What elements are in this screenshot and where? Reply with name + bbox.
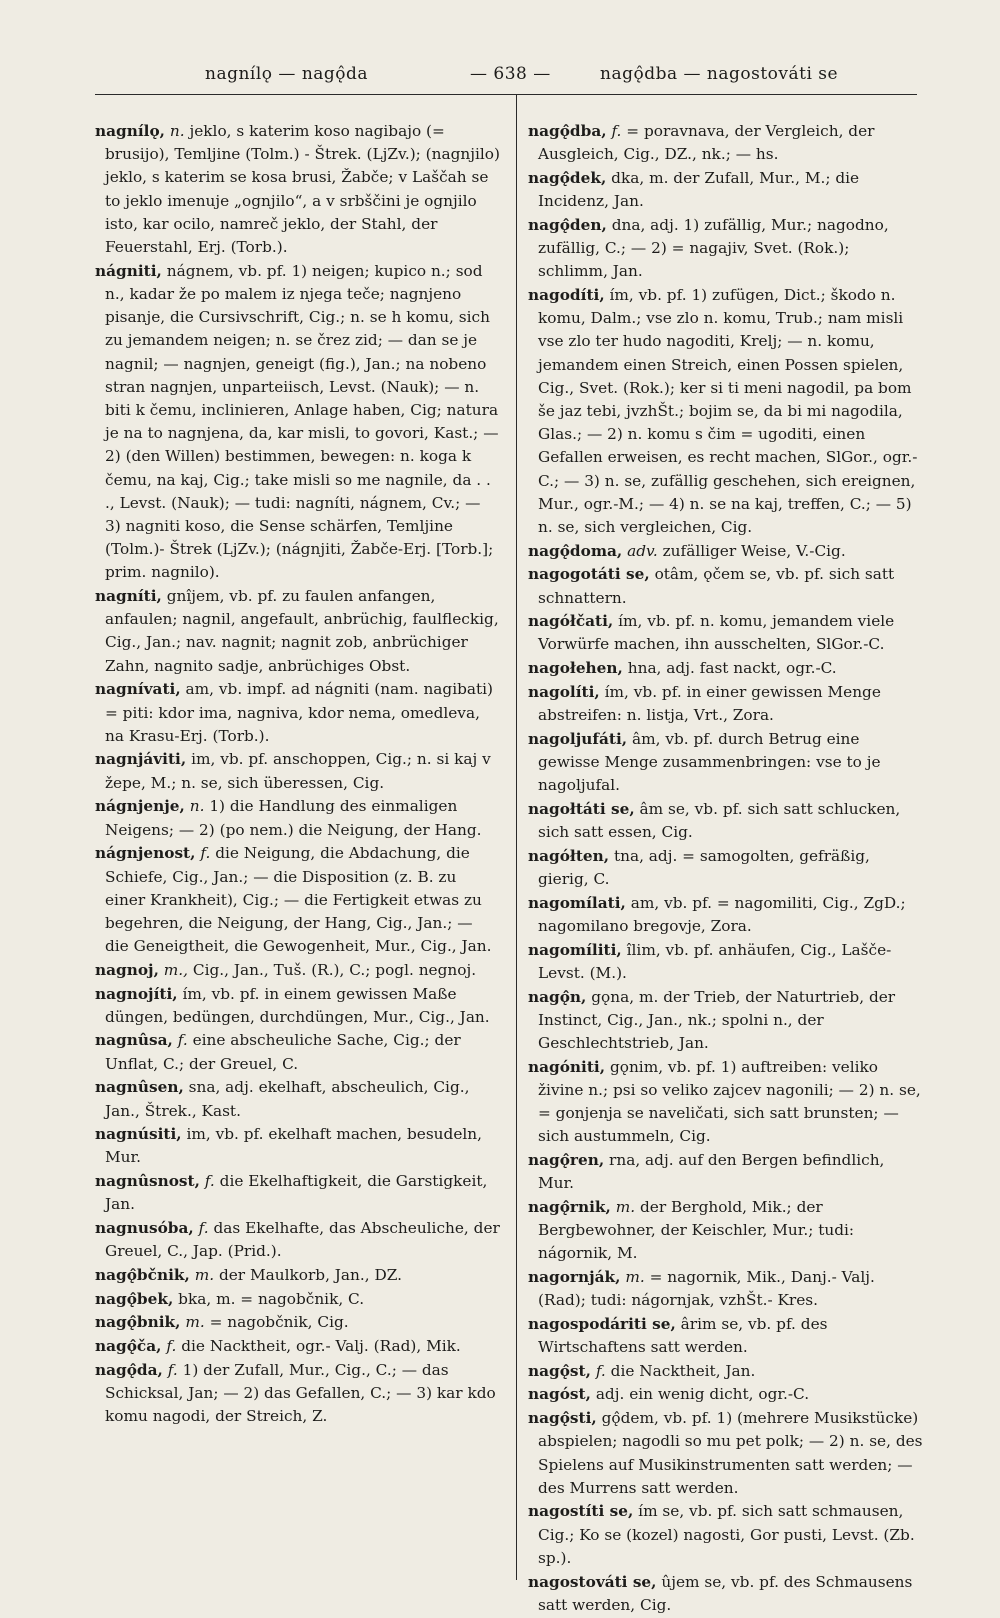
entry-definition: tna, adj. = samogolten, gefräßig, gierig, C.: [538, 846, 870, 888]
entry-headword: nágnjenost,: [95, 844, 196, 863]
dictionary-entry: [528, 1383, 924, 1406]
entry-definition: ím, vb. pf. in einer gewissen Menge abstreifen: n. listja, Vrt., Zora.: [538, 682, 881, 725]
entry-definition: gǫ̂dem, vb. pf. 1) (mehrere Musikstücke) abspielen; nagodli so mu pet polk; — 2) n. se, des Spielens auf Musikinstrumenten satt werden; — des Murrens satt werden.: [538, 1409, 923, 1497]
entry-definition: 1) die Handlung des einmaligen Neigens; — 2) (po nem.) die Neigung, der Hang.: [105, 797, 482, 839]
entry-headword: nagostíti se,: [528, 1502, 634, 1521]
entry-headword: nágnjenje,: [95, 797, 185, 816]
dictionary-entry: [95, 1217, 501, 1263]
dictionary-entry: [528, 120, 924, 166]
dictionary-entry: [95, 1029, 501, 1075]
dictionary-entry: [95, 585, 501, 678]
dictionary-entry: [95, 795, 501, 841]
dictionary-entry: [528, 214, 924, 284]
entry-definition: am, vb. impf. ad nágniti (nam. nagibati) = piti: kdor ima, nagniva, kdor nema, omedleva, na Krasu-Erj. (Torb.).: [105, 680, 494, 745]
entry-definition: im, vb. pf. ekelhaft machen, besudeln, Mur.: [105, 1125, 482, 1167]
running-header: [95, 54, 915, 94]
entry-grammar: f.: [198, 1219, 209, 1238]
dictionary-entry: [528, 540, 924, 563]
entry-definition: dna, adj. 1) zufällig, Mur.; nagodno, zufällig, C.; — 2) = nagajiv, Svet. (Rok.); schlimm, Jan.: [538, 215, 889, 281]
entry-headword: nagnûsa,: [95, 1031, 173, 1050]
entry-grammar: adv.: [627, 541, 658, 560]
entry-headword: nagǫ̂bek,: [95, 1289, 174, 1308]
dictionary-entry: [95, 1288, 501, 1311]
dictionary-entry: [95, 678, 501, 748]
dictionary-entry: [528, 563, 924, 609]
dictionary-entry: [95, 260, 501, 585]
dictionary-entry: [528, 610, 924, 656]
entry-definition: Cig., Jan., Tuš. (R.), C.; pogl. negnoj.: [192, 960, 477, 979]
dictionary-entry: [528, 845, 924, 891]
dictionary-entry: [95, 983, 501, 1029]
dictionary-entry: [528, 284, 924, 539]
entry-definition: ârim se, vb. pf. des Wirtschaftens satt werden.: [538, 1314, 828, 1357]
entry-definition: die Nacktheit, Jan.: [610, 1361, 756, 1380]
header-right-guide: nagǫ̂dba — nagostováti se: [600, 64, 839, 84]
entry-headword: nagostováti se,: [528, 1572, 657, 1591]
entry-headword: nagǫ̂bnik,: [95, 1313, 181, 1332]
entry-definition: bka, m. = nagobčnik, C.: [178, 1289, 365, 1308]
entry-definition: = nagobčnik, Cig.: [209, 1313, 349, 1332]
entry-headword: nagnûsen,: [95, 1078, 184, 1097]
entry-definition: am, vb. pf. = nagomiliti, Cig., ZgD.; nagomilano bregovje, Zora.: [538, 893, 906, 935]
entry-definition: 1) der Zufall, Mur., Cig., C.; — das Schicksal, Jan; — 2) das Gefallen, C.; — 3) kar kdo komu nagodi, der Streich, Z.: [105, 1360, 496, 1426]
left-column: [95, 120, 501, 1429]
dictionary-entry: [528, 892, 924, 938]
entry-headword: nagolíti,: [528, 682, 600, 701]
entry-headword: nagogotáti se,: [528, 565, 650, 584]
dictionary-entry: [95, 1335, 501, 1358]
entry-definition: îlim, vb. pf. anhäufen, Cig., Lašče- Levst. (M.).: [538, 940, 892, 982]
entry-definition: otâm, ǫčem se, vb. pf. sich satt schnattern.: [538, 565, 895, 607]
entry-headword: nagǫ̂dba,: [528, 122, 607, 140]
entry-headword: nagníti,: [95, 587, 162, 606]
entry-definition: = poravnava, der Vergleich, der Ausgleich, Cig., DZ., nk.; — hs.: [538, 122, 875, 164]
header-rule: [95, 94, 917, 95]
entry-definition: âm, vb. pf. durch Betrug eine gewisse Menge zusammenbringen: vse to je nagoljufal.: [538, 729, 881, 795]
entry-definition: ím se, vb. pf. sich satt schmausen, Cig.; Ko se (kozel) nagosti, Gor pusti, Levst. (Zb. sp.).: [538, 1502, 915, 1567]
entry-definition: im, vb. pf. anschoppen, Cig.; n. si kaj v žepe, M.; n. se, sich überessen, Cig.: [105, 750, 491, 792]
entry-headword: nagǫ̂da,: [95, 1360, 163, 1379]
entry-definition: ím, vb. pf. n. komu, jemandem viele Vorwürfe machen, ihn ausschelten, SlGor.-C.: [538, 612, 895, 654]
entry-definition: dka, m. der Zufall, Mur., M.; die Incidenz, Jan.: [538, 168, 860, 211]
dictionary-entry: [95, 120, 501, 259]
entry-headword: nagǫ̂dek,: [528, 168, 607, 187]
entry-headword: nagǫ̂ča,: [95, 1337, 162, 1356]
entry-headword: nagornják,: [528, 1267, 621, 1286]
dictionary-entry: [528, 681, 924, 727]
entry-grammar: f.: [595, 1361, 606, 1380]
entry-grammar: m.: [194, 1265, 215, 1284]
entry-headword: nagǫ̂ren,: [528, 1150, 605, 1169]
entry-definition: die Ekelhaftigkeit, die Garstigkeit, Jan.: [105, 1172, 488, 1214]
entry-headword: nagomílati,: [528, 893, 626, 912]
entry-headword: nagospodáriti se,: [528, 1314, 676, 1333]
dictionary-entry: [95, 1359, 501, 1429]
entry-definition: hna, adj. fast nackt, ogr.-C.: [627, 659, 837, 678]
column-divider: [516, 95, 517, 1580]
dictionary-entry: [95, 748, 501, 794]
entry-headword: nagnívati,: [95, 680, 181, 699]
dictionary-entry: [528, 1360, 924, 1383]
entry-headword: nagomíliti,: [528, 940, 622, 959]
right-column: [528, 120, 924, 1618]
entry-headword: nagóniti,: [528, 1057, 606, 1076]
entry-headword: nagołtáti se,: [528, 799, 635, 818]
entry-definition: nágnem, vb. pf. 1) neigen; kupico n.; sod n., kadar že po malem iz njega teče; nagnjeno pisanje, die Cursivschrift, Cig.; n. se h komu, sich zu jemandem neigen; n. se črez zid; — dan se je nagnil; — nagnjen, geneigt (fig.), Jan.; na nobeno stran nagnjen, unparteiisch, Levst. (Nauk); — n. biti k čemu, inclinieren, Anlage haben, Cig; natura je na to nagnjena, da, kar misli, to govori, Kast.; — 2) (den Willen) bestimmen, bewegen: n. koga k čemu, na kaj, Cig.; take misli so me nagnile, da . . ., Levst. (Nauk); — tudi: nagníti, nágnem, Cv.; — 3) nagniti koso, die Sense schärfen, Temljine (Tolm.)- Štrek (LjZv.); (nágnjiti, Žabče-Erj. [Torb.]; prim. nagnilo).: [105, 261, 499, 582]
entry-headword: nagnúsiti,: [95, 1125, 182, 1144]
entry-grammar: n.: [189, 797, 205, 816]
dictionary-entry: [528, 1500, 924, 1570]
entry-headword: nagóst,: [528, 1385, 591, 1404]
dictionary-entry: [528, 657, 924, 680]
entry-definition: ûjem se, vb. pf. des Schmausens satt werden, Cig.: [538, 1572, 913, 1614]
entry-definition: das Ekelhafte, das Abscheuliche, der Greuel, C., Jap. (Prid.).: [105, 1219, 500, 1261]
entry-grammar: m.,: [163, 960, 189, 979]
entry-definition: gǫnim, vb. pf. 1) auftreiben: veliko živine n.; psi so veliko zajcev nagonili; — 2) n. se, = gonjenja se naveličati, sich satt brunsten; — sich austummeln, Cig.: [538, 1057, 921, 1146]
dictionary-entry: [95, 1311, 501, 1334]
dictionary-entry: [95, 1170, 501, 1216]
dictionary-entry: [528, 1571, 924, 1617]
entry-definition: ím, vb. pf. 1) zufügen, Dict.; škodo n. komu, Dalm.; vse zlo n. komu, Trub.; nam misli vse zlo ter hudo nagoditi, Krelj; — n. komu, jemandem einen Streich, einen Possen spielen, Cig., Svet. (Rok.); ker si ti meni nagodil, pa bom še jaz tebi, jvzhŠt.; bojim se, da bi mi nagodila, Glas.; — 2) n. komu s čim = ugoditi, einen Gefallen erweisen, es recht machen, SlGor., ogr.-C.; — 3) n. se, zufällig geschehen, sich ereignen, Mur., ogr.-M.; — 4) n. se na kaj, treffen, C.; — 5) n. se, sich vergleichen, Cig.: [538, 285, 918, 536]
entry-definition: jeklo, s katerim koso nagibajo (= brusijo), Temljine (Tolm.) - Štrek. (LjZv.); (nagnjilo) jeklo, s katerim se kosa brusi, Žabče; v Laščah se to jeklo imenuje „ognjilo“, a v srbščini je ognjilo isto, kar ocilo, namreč jeklo, der Stahl, der Feuerstahl, Erj. (Torb.).: [105, 122, 500, 257]
entry-definition: der Berghold, Mik.; der Bergbewohner, der Keischler, Mur.; tudi: nágornik, M.: [538, 1197, 855, 1263]
dictionary-entry: [528, 1313, 924, 1359]
entry-grammar: f.: [177, 1031, 188, 1050]
dictionary-entry: [528, 1196, 924, 1266]
entry-headword: nagǫ̂n,: [528, 987, 587, 1006]
dictionary-entry: [528, 939, 924, 985]
entry-definition: adj. ein wenig dicht, ogr.-C.: [595, 1385, 810, 1404]
entry-headword: nagǫ̂den,: [528, 215, 607, 234]
dictionary-entry: [528, 1407, 924, 1500]
entry-headword: nagǫ̂st,: [528, 1361, 591, 1380]
dictionary-entry: [528, 1056, 924, 1149]
entry-grammar: f.: [167, 1360, 178, 1379]
entry-definition: ím, vb. pf. in einem gewissen Maße düngen, bedüngen, durchdüngen, Mur., Cig., Jan.: [105, 984, 490, 1026]
entry-headword: nagoljufáti,: [528, 729, 628, 748]
header-left-guide: nagnílǫ — nagǫ̂da: [205, 64, 369, 84]
entry-headword: nagodíti,: [528, 285, 605, 304]
entry-definition: gǫna, m. der Trieb, der Naturtrieb, der Instinct, Cig., Jan., nk.; spolni n., der Geschlechtstrieb, Jan.: [538, 987, 896, 1052]
entry-grammar: f.: [166, 1337, 177, 1356]
entry-headword: nagnojíti,: [95, 984, 178, 1003]
entry-headword: nagnoj,: [95, 960, 159, 979]
entry-definition: rna, adj. auf den Bergen befindlich, Mur.: [538, 1150, 885, 1193]
dictionary-entry: [528, 1266, 924, 1312]
dictionary-entry: [528, 986, 924, 1056]
entry-headword: nagnjáviti,: [95, 750, 187, 769]
entry-definition: zufälliger Weise, V.-Cig.: [662, 541, 846, 560]
entry-definition: âm se, vb. pf. sich satt schlucken, sich satt essen, Cig.: [538, 799, 901, 842]
dictionary-entry: [95, 1123, 501, 1169]
entry-headword: nagǫ̂bčnik,: [95, 1265, 190, 1284]
dictionary-entry: [528, 167, 924, 213]
entry-headword: nagnusóba,: [95, 1219, 194, 1238]
entry-definition: sna, adj. ekelhaft, abscheulich, Cig., Jan., Štrek., Kast.: [105, 1078, 470, 1120]
dictionary-entry: [528, 728, 924, 798]
entry-headword: nagnílǫ,: [95, 122, 166, 140]
entry-headword: nagǫ̂rnik,: [528, 1197, 611, 1216]
dictionary-entry: [528, 798, 924, 844]
entry-headword: nagółčati,: [528, 612, 614, 631]
entry-headword: nagołehen,: [528, 659, 623, 678]
entry-definition: der Maulkorb, Jan., DZ.: [218, 1265, 402, 1284]
entry-headword: nágniti,: [95, 261, 162, 280]
entry-headword: nagǫ̂sti,: [528, 1409, 597, 1428]
dictionary-entry: [528, 1149, 924, 1195]
entry-grammar: f.: [204, 1172, 215, 1191]
dictionary-entry: [95, 1264, 501, 1287]
entry-headword: nagółten,: [528, 846, 610, 865]
entry-grammar: m.: [625, 1267, 645, 1286]
dictionary-entry: [95, 1076, 501, 1122]
entry-definition: gnîjem, vb. pf. zu faulen anfangen, anfaulen; nagnil, angefault, anbrüchig, faulfleckig, Cig., Jan.; nav. nagnit; nagnit zob, anbrüchiger Zahn, nagnito sadje, anbrüchiges Obst.: [105, 587, 499, 675]
entry-headword: nagǫ̂doma,: [528, 541, 623, 560]
dictionary-entry: [95, 959, 501, 982]
entry-definition: = nagornik, Mik., Danj.- Valj. (Rad); tudi: nágornjak, vzhŠt.- Kres.: [538, 1267, 875, 1310]
entry-grammar: f.: [200, 844, 211, 863]
entry-headword: nagnûsnost,: [95, 1172, 200, 1191]
page-number: — 638 —: [470, 64, 551, 84]
entry-definition: die Neigung, die Abdachung, die Schiefe, Cig., Jan.; — die Disposition (z. B. zu einer Krankheit), Cig.; — die Fertigkeit etwas zu begehren, die Neigung, der Hang, Cig., Jan.; — die Geneigtheit, die Gewogenheit, Mur., Cig., Jan.: [105, 844, 492, 956]
entry-grammar: m.: [185, 1313, 205, 1332]
entry-grammar: n.: [169, 122, 185, 140]
dictionary-entry: [95, 842, 501, 958]
entry-grammar: m.: [615, 1197, 636, 1216]
entry-definition: die Nacktheit, ogr.- Valj. (Rad), Mik.: [181, 1337, 461, 1356]
entry-definition: eine abscheuliche Sache, Cig.; der Unflat, C.; der Greuel, C.: [105, 1031, 461, 1073]
entry-grammar: f.: [611, 122, 622, 140]
